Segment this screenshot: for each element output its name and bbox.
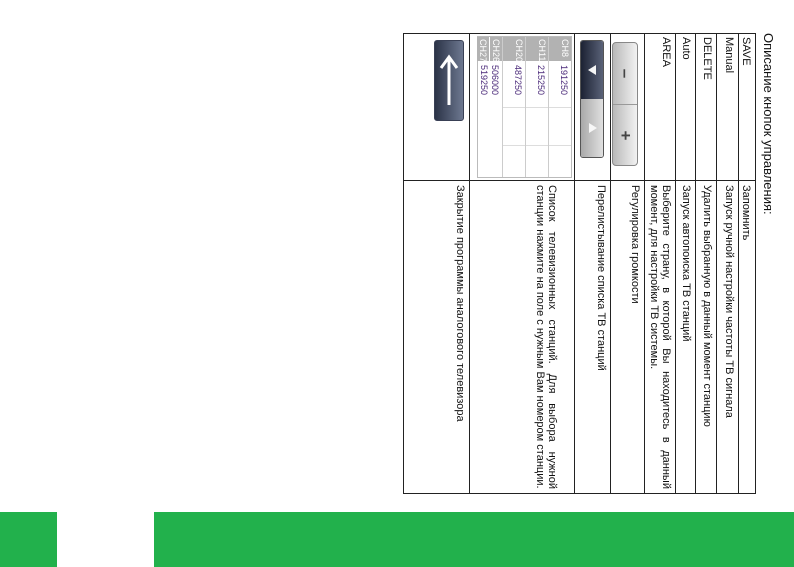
channel-frequency: 519250: [479, 65, 489, 96]
channel-frequency: 506000: [490, 65, 500, 96]
footer-bar-left: [0, 512, 57, 567]
button-description: Закрытие программы аналогового телевизора: [454, 185, 466, 422]
plus-icon[interactable]: +: [613, 104, 637, 166]
footer-bar-right: [154, 512, 794, 567]
back-arrow-icon: [435, 41, 463, 120]
button-name-manual: Manual: [717, 34, 738, 181]
volume-control-cell: [611, 34, 644, 181]
scroll-arrows-cell: [575, 34, 610, 181]
button-description: Запуск автопоиска ТВ станций: [680, 185, 692, 342]
scroll-up-button[interactable]: [581, 99, 603, 157]
table-row: [675, 34, 695, 493]
section-heading: Описание кнопок управления:: [761, 33, 776, 215]
button-description: Запуск ручной настройки частоты ТВ сигнала: [723, 185, 735, 418]
table-row: [644, 34, 675, 493]
table-row: [738, 34, 755, 493]
channel-number: CH20: [503, 37, 525, 61]
table-row: [695, 34, 716, 493]
table-row: [404, 34, 469, 493]
arrow-up-icon: [589, 123, 597, 133]
channel-frequency: 487250: [513, 65, 523, 96]
button-description: Выберите страну, в которой Вы находитесь в данный момент, для настройки ТВ системы.: [648, 185, 672, 489]
button-description: Перелистывание списка ТВ станций: [595, 185, 607, 371]
channel-frequency: 191250: [559, 65, 569, 96]
button-description: Запомнить: [740, 185, 752, 241]
back-button-cell: [404, 34, 469, 181]
table-row: [574, 34, 610, 493]
button-name-area: AREA: [645, 34, 675, 181]
channel-frequency: 215250: [536, 65, 546, 96]
channel-number: CH26: [491, 39, 501, 63]
table-row: [469, 34, 574, 493]
channel-item[interactable]: [477, 37, 489, 177]
channel-number: CH11: [526, 37, 548, 61]
channel-scroll-buttons: [580, 40, 604, 158]
button-description: Удалить выбранную в данный момент станцию: [701, 185, 713, 427]
channel-item[interactable]: [525, 37, 548, 177]
channel-list-cell: [470, 34, 574, 181]
button-name-save: SAVE: [739, 34, 755, 181]
control-buttons-table: [403, 33, 756, 494]
scroll-down-button[interactable]: [581, 41, 603, 99]
button-name-delete: DELETE: [696, 34, 716, 181]
button-name-auto: Auto: [676, 34, 695, 181]
table-row: [610, 34, 644, 493]
button-description: Регулировка громкости: [629, 185, 641, 304]
volume-control[interactable]: [612, 42, 638, 166]
channel-item[interactable]: [502, 37, 525, 177]
channel-list: [477, 36, 572, 178]
channel-item[interactable]: [548, 37, 571, 177]
channel-number: CH8: [549, 37, 571, 61]
arrow-down-icon: [588, 65, 596, 75]
back-button[interactable]: [434, 40, 464, 121]
table-row: [716, 34, 738, 493]
minus-icon[interactable]: –: [616, 68, 635, 79]
button-description: Список телевизионных станций. Для выбора нужной станции нажмите на поле с нужным Вам номером станции.: [534, 185, 558, 489]
channel-number: CH27: [478, 39, 488, 63]
